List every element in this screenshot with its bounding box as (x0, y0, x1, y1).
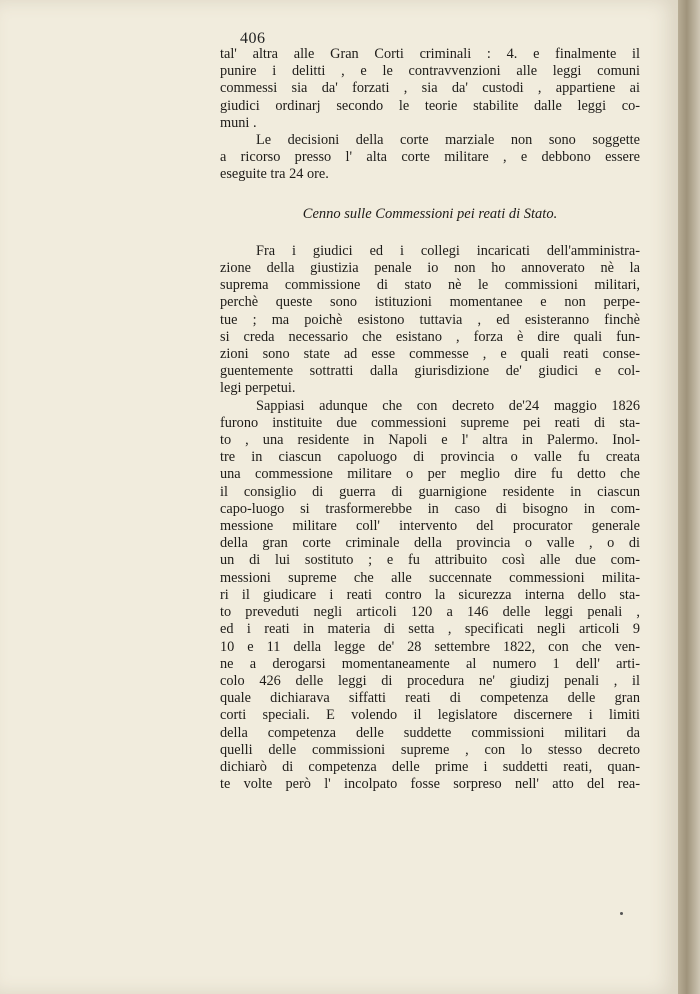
text-line: tre in ciascun capoluogo di provincia o valle fu creata (220, 449, 640, 466)
ink-speck (620, 912, 623, 915)
paragraph-2 (220, 132, 640, 184)
text-line: una commessione militare o per meglio dire fu detto che (220, 466, 640, 483)
text-line: guentemente sottratti dalla giurisdizione de' giudici e col- (220, 363, 640, 380)
text-line: commessi sia da' forzati , sia da' custodi , appartiene ai (220, 80, 640, 97)
body-text (220, 46, 640, 793)
text-line: legi perpetui. (220, 380, 296, 397)
text-line: messioni supreme che alle succennate commessioni milita- (220, 569, 640, 586)
text-line: to , una residente in Napoli e l' altra in Palermo. Inol- (220, 432, 640, 449)
book-gutter (678, 0, 700, 994)
text-line: si creda necessario che esistano , forza è dire quali fun- (220, 328, 640, 345)
page-number: 406 (240, 30, 266, 47)
text-line: tue ; ma poichè esistono tuttavia , ed esisteranno finchè (220, 311, 640, 328)
text-line: giudici ordinarj secondo le teorie stabilite dalle leggi co- (220, 97, 640, 114)
text-line: to preveduti negli articoli 120 a 146 delle leggi penali , (220, 604, 640, 621)
paragraph-4 (220, 398, 640, 794)
paragraph-3 (220, 243, 640, 398)
text-line: zione della giustizia penale io non ho annoverato nè la (220, 260, 640, 277)
text-line: della competenza delle suddette commissioni militari da (220, 724, 640, 741)
text-line: dichiarò di competenza delle prime i suddetti reati, quan- (220, 758, 640, 775)
text-line: perchè queste sono istituzioni momentanee e non perpe- (220, 294, 640, 311)
text-line: tal' altra alle Gran Corti criminali : 4. e finalmente il (220, 46, 640, 62)
text-line: eseguite tra 24 ore. (220, 166, 329, 183)
section-heading: Cenno sulle Commessioni pei reati di Stato. (302, 205, 558, 222)
text-line: a ricorso presso l' alta corte militare , e debbono essere (220, 149, 640, 166)
text-line: 10 e 11 della legge de' 28 settembre 1822, con che ven- (220, 638, 640, 655)
text-line: ri il giudicare i reati contro la sicurezza interna dello sta- (220, 586, 640, 603)
text-line: suprema commissione di stato nè le commissioni militari, (220, 277, 640, 294)
paragraph-1 (220, 46, 640, 132)
text-line: muni . (220, 114, 257, 131)
text-line: il consiglio di guerra di guarnigione residente in ciascun (220, 483, 640, 500)
text-line: un di lui sostituto ; e fu attribuito così alle due com- (220, 552, 640, 569)
text-line: Fra i giudici ed i collegi incaricati dell'amministra- (256, 242, 640, 259)
text-line: te volte però l' incolpato fosse sorpreso nell' atto del rea- (220, 776, 640, 793)
text-line: capo-luogo si trasformerebbe in caso di bisogno in com- (220, 500, 640, 517)
text-line: Le decisioni della corte marziale non sono soggette (256, 132, 640, 149)
text-line: quelli delle commissioni supreme , con lo stesso decreto (220, 741, 640, 758)
text-line: corti speciali. E volendo il legislatore discernere i limiti (220, 707, 640, 724)
text-line: messione militare coll' intervento del procurator generale (220, 518, 640, 535)
text-line: ed i reati in materia di setta , specificati negli articoli 9 (220, 621, 640, 638)
text-line: quale dichiarava siffatti reati di competenza delle gran (220, 690, 640, 707)
text-line: zioni sono state ad esse commesse , e quali reati conse- (220, 346, 640, 363)
text-line: colo 426 delle leggi di procedura ne' giudizj penali , il (220, 672, 640, 689)
text-line: Sappiasi adunque che con decreto de'24 maggio 1826 (256, 397, 640, 414)
text-line: ne a derogarsi momentaneamente al numero 1 dell' arti- (220, 655, 640, 672)
text-line: furono instituite due commessioni supreme pei reati di sta- (220, 414, 640, 431)
text-line: della gran corte criminale della provincia o valle , o di (220, 535, 640, 552)
text-line: punire i delitti , e le contravvenzioni alle leggi comuni (220, 63, 640, 80)
